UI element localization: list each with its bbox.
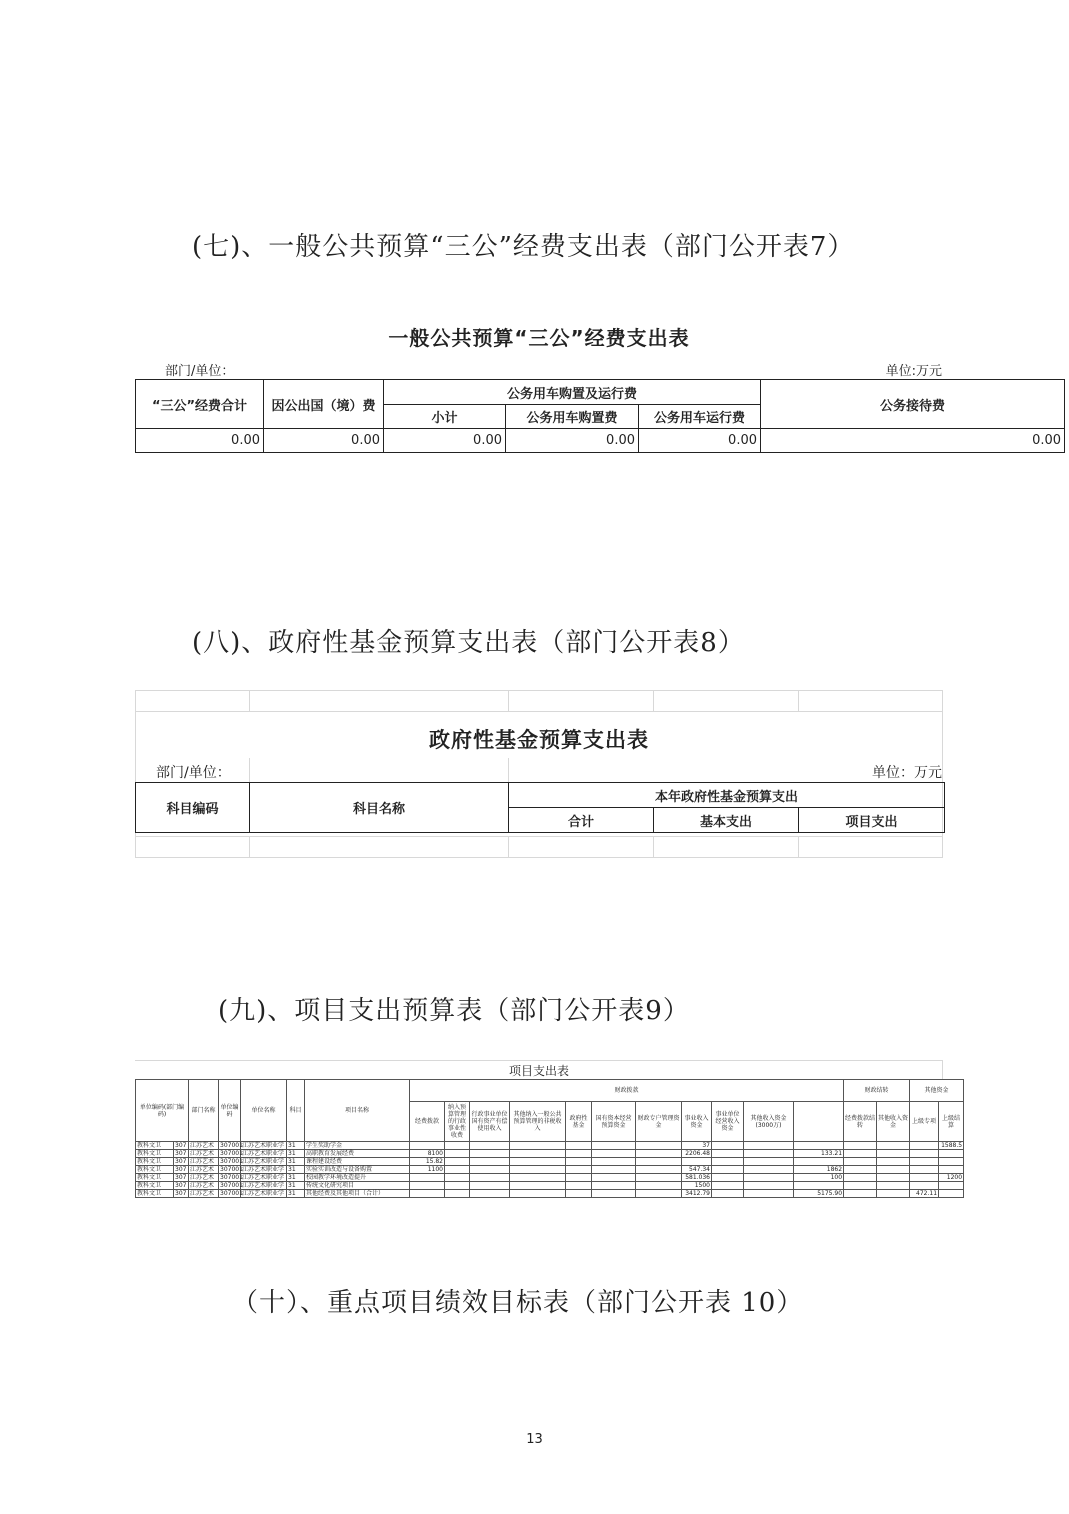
table-row [136, 1142, 964, 1150]
cell-value [566, 1174, 592, 1182]
cell-value [712, 1158, 744, 1166]
cell-value [410, 1190, 445, 1198]
cell-value [510, 1174, 566, 1182]
header-abroad: 因公出国（境）费 [264, 380, 384, 429]
header-subtotal: 小计 [384, 405, 506, 429]
cell-value [844, 1182, 877, 1190]
cell-value: 1500 [682, 1182, 712, 1190]
header-unit-code: 单位编码(部门编码) [136, 1080, 189, 1142]
header-fund-group: 本年政府性基金预算支出 [509, 783, 945, 808]
cell-value [592, 1182, 636, 1190]
cell-value [744, 1142, 794, 1150]
cell-value: 2206.48 [682, 1150, 712, 1158]
cell-value [910, 1158, 939, 1166]
page-number: 13 [526, 1432, 543, 1447]
header-subject-code: 科目编码 [136, 783, 250, 833]
cell-e: 江苏艺术职业学 [241, 1174, 287, 1182]
cell-value [910, 1182, 939, 1190]
cell-value [712, 1142, 744, 1150]
header-subject-name: 科目名称 [250, 783, 509, 833]
cell-value [636, 1182, 682, 1190]
cell-value [592, 1190, 636, 1198]
cell-value [470, 1190, 510, 1198]
cell-d: 307001 [220, 1190, 243, 1197]
table-8-unit-label: 单位：万元 [872, 765, 942, 781]
cell-value: 581.036 [682, 1174, 712, 1182]
cell-value [877, 1158, 910, 1166]
cell-d: 307001 [220, 1182, 243, 1189]
cell-value [744, 1150, 794, 1158]
cell-value [636, 1174, 682, 1182]
cell-value [877, 1182, 910, 1190]
header-s11: 经费拨款结转 [844, 1102, 877, 1142]
header-s10: 其他收入资金(3000万) [744, 1102, 794, 1142]
table-8-title: 政府性基金预算支出表 [429, 728, 649, 752]
cell-value [877, 1190, 910, 1198]
cell-d: 307001 [220, 1142, 243, 1149]
table-7-title: 一般公共预算“三公”经费支出表 [388, 326, 690, 350]
header-s2: 纳入预算管理的行政事业性收费 [445, 1102, 470, 1142]
cell-b: 307 [174, 1158, 189, 1166]
header-vehicle-purchase: 公务用车购置费 [506, 405, 639, 429]
cell-e: 江苏艺术职业学 [241, 1190, 287, 1198]
cell-a: 教科文卫 [136, 1142, 174, 1150]
cell-value: 1200 [939, 1174, 964, 1182]
value-abroad: 0.00 [264, 429, 384, 453]
cell-c: 江苏艺术 [189, 1150, 219, 1158]
cell-value [910, 1174, 939, 1182]
cell-value [794, 1142, 844, 1150]
cell-c: 江苏艺术 [189, 1166, 219, 1174]
value-reception: 0.00 [761, 429, 1065, 453]
cell-e: 江苏艺术职业学 [241, 1166, 287, 1174]
cell-value [566, 1166, 592, 1174]
cell-value [910, 1150, 939, 1158]
cell-a: 教科文卫 [136, 1166, 174, 1174]
cell-value [794, 1182, 844, 1190]
cell-e: 江苏艺术职业学 [241, 1150, 287, 1158]
cell-b: 307 [174, 1174, 189, 1182]
cell-value [910, 1142, 939, 1150]
cell-value [592, 1158, 636, 1166]
cell-f: 31 [287, 1158, 305, 1166]
cell-value [712, 1166, 744, 1174]
gov-fund-table [135, 782, 945, 833]
table-row [136, 1182, 964, 1190]
cell-value [636, 1166, 682, 1174]
cell-value [939, 1190, 964, 1198]
cell-value [844, 1174, 877, 1182]
cell-value: 15.82 [410, 1158, 445, 1166]
cell-value [510, 1158, 566, 1166]
cell-c: 江苏艺术 [189, 1142, 219, 1150]
cell-value [744, 1190, 794, 1198]
cell-e: 江苏艺术职业学 [241, 1182, 287, 1190]
three-public-expense-table [135, 379, 1065, 453]
value-operation: 0.00 [639, 429, 761, 453]
header-project-name: 项目名称 [305, 1080, 410, 1142]
cell-f: 31 [287, 1142, 305, 1150]
cell-g: 其他经费及其他项目（合计） [305, 1190, 410, 1198]
cell-d: 307001 [220, 1166, 243, 1173]
cell-value [566, 1158, 592, 1166]
cell-value [445, 1182, 470, 1190]
cell-value [682, 1158, 712, 1166]
cell-value: 100 [794, 1174, 844, 1182]
cell-value: 547.34 [682, 1166, 712, 1174]
header-s10b [794, 1102, 844, 1142]
header-fund-total: 合计 [509, 808, 654, 833]
cell-value: 5175.90 [794, 1190, 844, 1198]
cell-value [445, 1190, 470, 1198]
cell-value: 8100 [410, 1150, 445, 1158]
cell-value [592, 1166, 636, 1174]
cell-value [636, 1142, 682, 1150]
cell-value [445, 1158, 470, 1166]
section-8-title: (八)、政府性基金预算支出表（部门公开表8） [192, 628, 745, 658]
cell-value [910, 1166, 939, 1174]
cell-f: 31 [287, 1150, 305, 1158]
cell-a: 教科文卫 [136, 1158, 174, 1166]
cell-c: 江苏艺术 [189, 1158, 219, 1166]
cell-value [712, 1150, 744, 1158]
cell-value [939, 1182, 964, 1190]
cell-b: 307 [174, 1142, 189, 1150]
cell-value [636, 1150, 682, 1158]
cell-value [712, 1190, 744, 1198]
cell-value [470, 1182, 510, 1190]
table-row [136, 1150, 964, 1158]
header-fiscal-group: 财政拨款 [410, 1080, 844, 1102]
cell-value [844, 1150, 877, 1158]
section-9-title: (九)、项目支出预算表（部门公开表9） [218, 996, 690, 1026]
cell-value [592, 1174, 636, 1182]
cell-value [877, 1142, 910, 1150]
header-s8: 事业收入资金 [682, 1102, 712, 1142]
cell-value [410, 1174, 445, 1182]
cell-value [510, 1150, 566, 1158]
header-unit-name: 单位名称 [241, 1080, 287, 1142]
cell-value [445, 1174, 470, 1182]
cell-value: 3412.79 [682, 1190, 712, 1198]
header-carry-group: 财政结转 [844, 1080, 910, 1102]
cell-a: 教科文卫 [136, 1150, 174, 1158]
cell-value [510, 1142, 566, 1150]
cell-value [592, 1150, 636, 1158]
cell-value: 1862 [794, 1166, 844, 1174]
cell-value: 133.21 [794, 1150, 844, 1158]
cell-value [844, 1158, 877, 1166]
header-reception: 公务接待费 [761, 380, 1065, 429]
header-fund-basic: 基本支出 [654, 808, 799, 833]
header-vehicle-group: 公务用车购置及运行费 [384, 380, 761, 405]
table-7-dept-label: 部门/单位： [165, 364, 235, 379]
cell-f: 31 [287, 1166, 305, 1174]
header-three-public-total: “三公”经费合计 [136, 380, 264, 429]
header-s5: 政府性基金 [566, 1102, 592, 1142]
cell-value [410, 1142, 445, 1150]
cell-value [844, 1190, 877, 1198]
cell-a: 教科文卫 [136, 1190, 174, 1198]
cell-c: 江苏艺术 [189, 1190, 219, 1198]
table-row [136, 1190, 964, 1198]
cell-g: 校园教学环境改造提升 [305, 1174, 410, 1182]
cell-value [877, 1174, 910, 1182]
cell-value: 1588.5 [939, 1142, 964, 1150]
cell-f: 31 [287, 1174, 305, 1182]
cell-d: 307001 [220, 1158, 243, 1165]
section-10-title: （十）、重点项目绩效目标表（部门公开表 10） [232, 1288, 804, 1318]
cell-value [939, 1158, 964, 1166]
header-subject: 科目 [287, 1080, 305, 1142]
cell-g: 高职教育发展经费 [305, 1150, 410, 1158]
cell-a: 教科文卫 [136, 1174, 174, 1182]
cell-value [636, 1158, 682, 1166]
table-row [136, 1174, 964, 1182]
cell-g: 传统文化研究项目 [305, 1182, 410, 1190]
cell-value [445, 1166, 470, 1174]
cell-value [636, 1190, 682, 1198]
cell-g: 实验实训改造与设备购置 [305, 1166, 410, 1174]
cell-value [939, 1166, 964, 1174]
cell-value [445, 1150, 470, 1158]
table-8-dept-label: 部门/单位： [156, 765, 231, 781]
header-s14: 上级结算 [939, 1102, 964, 1142]
value-purchase: 0.00 [506, 429, 639, 453]
cell-b: 307 [174, 1190, 189, 1198]
cell-value [794, 1158, 844, 1166]
value-subtotal: 0.00 [384, 429, 506, 453]
cell-value [844, 1166, 877, 1174]
table-row [136, 1166, 964, 1174]
header-s13: 上级专项 [910, 1102, 939, 1142]
table-9-title: 项目支出表 [508, 1064, 569, 1078]
cell-value [939, 1150, 964, 1158]
cell-a: 教科文卫 [136, 1182, 174, 1190]
cell-d: 307001 [220, 1174, 243, 1181]
project-expense-table [135, 1079, 964, 1198]
header-s1: 经费拨款 [410, 1102, 445, 1142]
cell-value [744, 1182, 794, 1190]
cell-value [877, 1166, 910, 1174]
cell-value [566, 1182, 592, 1190]
header-other-group: 其他资金 [910, 1080, 964, 1102]
cell-value [470, 1150, 510, 1158]
cell-value [510, 1190, 566, 1198]
header-s6: 国有资本经营预算资金 [592, 1102, 636, 1142]
header-s9: 事业单位经营收入资金 [712, 1102, 744, 1142]
header-vehicle-operation: 公务用车运行费 [639, 405, 761, 429]
cell-value [844, 1142, 877, 1150]
cell-value [712, 1182, 744, 1190]
cell-b: 307 [174, 1182, 189, 1190]
cell-value [470, 1174, 510, 1182]
cell-value [510, 1166, 566, 1174]
cell-value [712, 1174, 744, 1182]
header-s3: 行政事业单位国有资产有偿使用收入 [470, 1102, 510, 1142]
cell-value: 1100 [410, 1166, 445, 1174]
header-fund-project: 项目支出 [799, 808, 945, 833]
header-dept-name: 部门名称 [189, 1080, 219, 1142]
cell-d: 307001 [220, 1150, 243, 1157]
cell-value [592, 1142, 636, 1150]
table-row [136, 1158, 964, 1166]
cell-value [566, 1190, 592, 1198]
header-unit-code2: 单位编码 [219, 1080, 241, 1142]
cell-value [877, 1150, 910, 1158]
table-7-unit-label: 单位:万元 [885, 364, 942, 379]
header-s7: 财政专户管理资金 [636, 1102, 682, 1142]
cell-b: 307 [174, 1150, 189, 1158]
cell-f: 31 [287, 1182, 305, 1190]
cell-e: 江苏艺术职业学 [241, 1158, 287, 1166]
cell-c: 江苏艺术 [189, 1174, 219, 1182]
cell-value [470, 1166, 510, 1174]
cell-e: 江苏艺术职业学 [241, 1142, 287, 1150]
section-7-title: (七)、一般公共预算“三公”经费支出表（部门公开表7） [192, 232, 855, 262]
cell-b: 307 [174, 1166, 189, 1174]
cell-value [744, 1166, 794, 1174]
value-total: 0.00 [136, 429, 264, 453]
cell-value [566, 1150, 592, 1158]
cell-value [470, 1142, 510, 1150]
cell-value: 472.11 [910, 1190, 939, 1198]
cell-value [445, 1142, 470, 1150]
cell-g: 学生奖助学金 [305, 1142, 410, 1150]
cell-value [744, 1158, 794, 1166]
cell-value [510, 1182, 566, 1190]
cell-value [744, 1174, 794, 1182]
cell-value: 37 [682, 1142, 712, 1150]
header-s12: 其他收入资金 [877, 1102, 910, 1142]
cell-c: 江苏艺术 [189, 1182, 219, 1190]
cell-g: 课程建设经费 [305, 1158, 410, 1166]
cell-value [470, 1158, 510, 1166]
cell-value [566, 1142, 592, 1150]
cell-f: 31 [287, 1190, 305, 1198]
cell-value [410, 1182, 445, 1190]
header-s4: 其他纳入一般公共预算管理的非税收入 [510, 1102, 566, 1142]
